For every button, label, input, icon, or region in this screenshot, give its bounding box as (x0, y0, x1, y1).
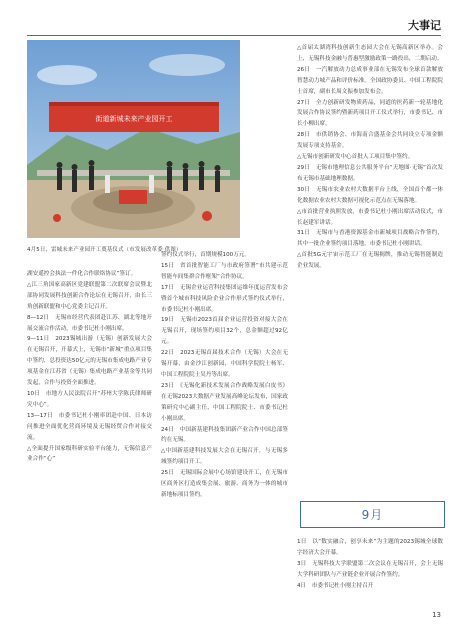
groundbreaking-photo (27, 40, 240, 238)
entry: 10日 市地方人民法院召开“苏州大学陈氏律师研究中心”。 (27, 390, 152, 408)
header-rule (27, 35, 441, 36)
column-left (27, 269, 152, 465)
month-heading: 9月 (300, 501, 445, 528)
entry: 25日 无锡国际会展中心场馆建设开工，在无锡市区商务区打造成集会展、旅游、商务为一体的城市新地标项目签约。 (161, 470, 288, 498)
entry: △无锡市创新研发中心首批人工项目集中签约。 (297, 154, 414, 161)
entry: 27日 全力创新研发物质药品，同道的医药新一轮基地化发展合作协议签约暨新药项目开工仪式举行，市委书记、市长小柳出席。 (297, 99, 443, 128)
entry: 8—12日 无锡市经营代表团赴江苏、湖北等地开展交流合作活动，市委书记杜小刚出席。 (27, 314, 152, 332)
column-right-top (297, 43, 443, 272)
photo-caption: 4月5日，雷城未来产业园开工奠基仪式（市发展改革委 供图） (27, 247, 182, 253)
column-right-bottom (297, 537, 443, 592)
entry: 31日 无锡市与香港资源基金市新城项目战略合作签约，其中一批企业签约项目落地。市委书记杜小刚讲话。 (297, 230, 443, 248)
entry: △市首批营业执照发放，市委书记杜小刚出席活动仪式，市长赵建军讲话。 (297, 208, 443, 226)
column-middle (161, 250, 288, 501)
entry: 湖安遥控会执法一件化合作联络协议”签订。 (27, 271, 137, 277)
entry: △中国新基建科技发展大会在无锡召开，与无锡多城签约项目开工。 (161, 448, 288, 466)
entry: 15日 省首批智能工厂与市政府签署“市共建示范智能车间集群合作框架”合作协议。 (161, 262, 288, 280)
entry: 19日 无锡市2023首届企业运营投资对接大会在无锡召开，现场签约项目32个，总金额超过92亿元。 (161, 317, 288, 346)
entry: △首届太湖湾科技创新生态园大会在无锡高新区举办。会上，无锡科技金融与普惠型激励政策一路投出，二期启动。 (297, 45, 443, 62)
entry: 1日 以“数实融合，创享未来”为主题的2023锡城全球数字经济大会开幕。 (297, 539, 443, 556)
entry: 29日 无锡市地理信息公共服务平台“天地图·无锡”首次发布无锡市基础地理数据。 (297, 164, 443, 182)
photo-illustration (27, 40, 240, 238)
entry: 3日 无锡科技大学联盟第二次会议在无锡召开，会上无锡大学科研团队与产业链企业开展合作签约。 (297, 560, 443, 578)
header-title: 大事记 (408, 19, 441, 32)
entry: 9—11日 2023锡城出游（无锡）创新发展大会在无锡召开，开幕式上，无锡市“新城”重点项目集中签约，总投资达50亿元的无锡市集成电路产业专项基金在江苏省（无锡）集成电路产业基金等共同发起，合作与投资全面推进。 (27, 336, 152, 387)
entry: 签约仪式举行，首期规模100万元。 (161, 252, 250, 258)
banner-text: 街道新城未来产业园开工 (95, 115, 173, 123)
entry: 17日 无锡企业运营科技集团运维年度运营发布会暨首个城市科技风险企业合作形式签约仪式举行，市委书记杜小刚出席。 (161, 284, 288, 313)
entry: 23日 《无锡化新技术发展合作战略发展白皮书》在无锡2023大数据产业发展高峰论坛发布，国家政策研究中心副主任、中国工程院院士、市委书记杜小刚出席。 (161, 382, 288, 422)
entry: 30日 无锡市农业农村大数据平台上线，全国首个都一体化数据农业农村大数据可视化示范点在无锡落地。 (297, 186, 443, 204)
entry: 28日 市供销协会、市海南合盛基金会共同设立专项金额发展专项支持基金。 (297, 132, 443, 150)
entry: 4日 市委书记杜小刚主持召开 (297, 582, 374, 589)
entry: 26日 一汽解放动力总成事业部在无锡发布全球首款解放智慧动力城产品和评价标准。全国政协委员、中国工程院院士首席，副市长周文振参加发布会。 (297, 66, 443, 95)
page-number: 13 (432, 611, 441, 619)
entry: 13—17日 市委书记杜小刚率团赴中国、日本访问推进全面优化营商环境及无锡经贸合作对接交流。 (27, 412, 152, 441)
entry: △首批5G元宇宙示范工厂在无锡揭牌，推动无锡智能制造企业发展。 (297, 252, 443, 270)
entry: 24日 中国新基建科技集团新产业合作中国总部签约在无锡。 (161, 426, 288, 444)
entry: △江三角国家高新区党建联盟第二次联席会议暨北部协同发展科技创新合作论坛在无锡召开，由长三角创新联盟和中心党委主记召开。 (27, 281, 152, 310)
entry: 22日 2023无锡首届技术合作（无锡）大会在无锡开幕，由金沙江创新园，中国科学院院士杨军、中国工程院院士吴丹等出席。 (161, 350, 288, 378)
entry: △全面提升国家级科研实验平台能力，无锡信息产业合作“心” (27, 445, 152, 463)
